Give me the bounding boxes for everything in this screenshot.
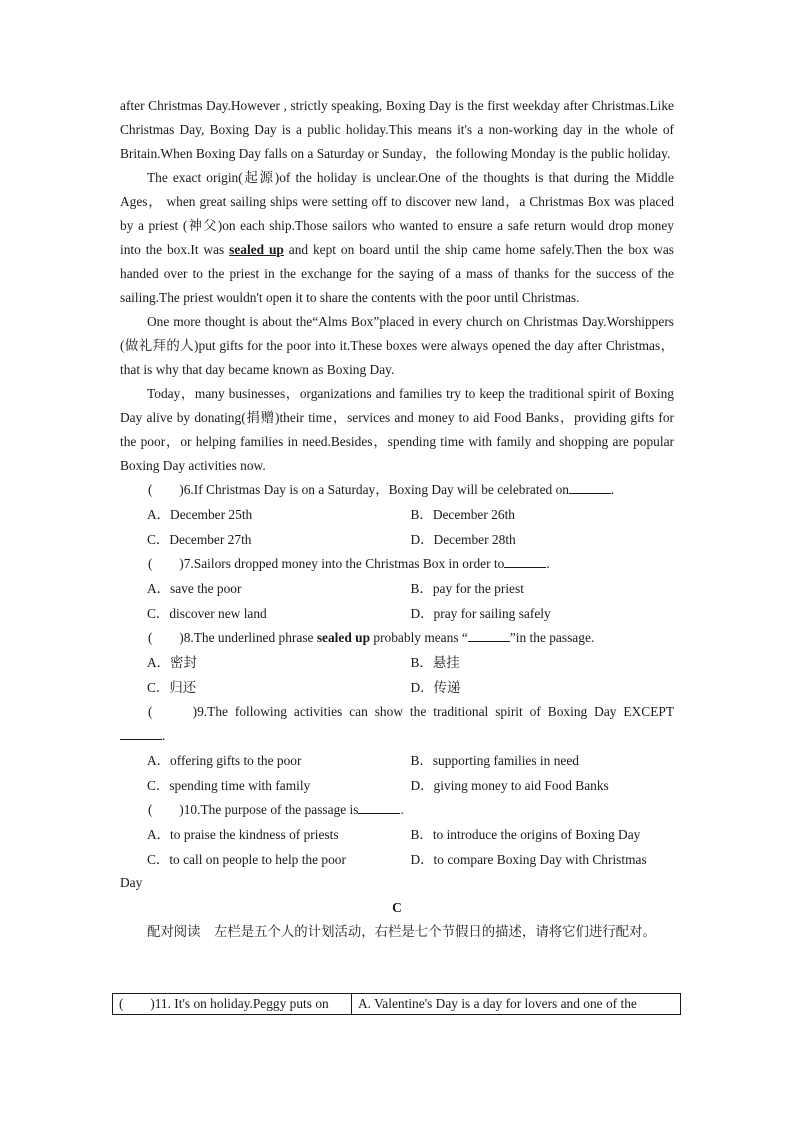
answer-blank[interactable] — [120, 724, 162, 740]
answer-blank[interactable] — [358, 798, 400, 814]
question-10 — [120, 798, 674, 822]
options-row — [120, 527, 674, 552]
section-title: C — [392, 900, 402, 915]
passage-paragraph-3: One more thought is about the“Alms Box”placed in every church on Christmas Day.Worshippers (做礼拜的人)put gifts for the poor into it.These boxes were always opened the day after Christmas，that is why that day became known as Boxing Day. — [120, 314, 674, 377]
question-stem: 8.The underlined phrase sealed up probably means “ ”in the passage. — [184, 626, 595, 650]
option-a[interactable]: A．to praise the kindness of priests — [147, 827, 339, 842]
paragraph-2-text-cont: and kept on board until the ship came home safely.Then the box was handed over to the priest in the exchange for the saying of a mass of thanks for the success of the sailing.The priest wouldn't open it to share the contents with the poor until Christmas. — [120, 242, 674, 305]
question-8 — [120, 626, 674, 650]
question-stem: 9.The following activities can show the traditional spirit of Boxing Day EXCEPT — [197, 704, 674, 719]
options-row — [120, 601, 674, 626]
option-a[interactable]: A．December 25th — [147, 507, 253, 522]
options-row — [120, 502, 674, 527]
question-9 — [120, 700, 674, 748]
table-row — [113, 994, 681, 1015]
options-row — [120, 675, 674, 700]
answer-paren[interactable]: ( ) — [148, 630, 184, 645]
option-b[interactable]: B．悬挂 — [410, 655, 460, 670]
options-row — [120, 847, 674, 872]
section-instructions: 配对阅读 左栏是五个人的计划活动，右栏是七个节假日的描述，请将它们进行配对。 — [147, 924, 656, 939]
option-c[interactable]: C．discover new land — [147, 606, 267, 621]
question-6 — [120, 478, 674, 502]
answer-paren[interactable]: ( ) — [148, 556, 184, 571]
answer-paren[interactable]: ( ) — [148, 802, 184, 817]
options-row — [120, 748, 674, 773]
options-row — [120, 650, 674, 675]
option-c[interactable]: C．to call on people to help the poor — [147, 852, 346, 867]
option-c[interactable]: C．December 27th — [147, 532, 252, 547]
passage-paragraph-1: after Christmas Day.However , strictly speaking, Boxing Day is the first weekday after Christmas.Like Christmas Day, Boxing Day is a public holiday.This means it's a non-working day in the whole of Britain.When Boxing Day falls on a Saturday or Sunday，the following Monday is the public holiday. — [120, 98, 674, 161]
option-b[interactable]: B．to introduce the origins of Boxing Day — [410, 827, 641, 842]
underlined-phrase: sealed up — [229, 242, 284, 257]
option-d-wrap: Day — [120, 875, 143, 890]
answer-paren[interactable]: ( ) — [148, 482, 184, 497]
options-row — [120, 773, 674, 798]
option-c[interactable]: C．归还 — [147, 680, 197, 695]
paragraph-2-text: The exact origin(起源)of the holiday is unclear.One of the thoughts is that during the Middle Ages， when great sailing ships were setting off to discover new land，a Christmas Box was placed by a priest (神父)on each ship.Those sailors who wanted to ensure a safe return would drop money into the box.It was — [120, 170, 674, 257]
answer-blank[interactable] — [468, 626, 510, 642]
option-b[interactable]: B．December 26th — [410, 507, 515, 522]
option-b[interactable]: B．pay for the priest — [410, 581, 524, 596]
question-7 — [120, 552, 674, 576]
option-a[interactable]: A．save the poor — [147, 581, 242, 596]
option-d[interactable]: D．to compare Boxing Day with Christmas — [410, 852, 647, 867]
page — [120, 94, 674, 944]
question-stem: 10.The purpose of the passage is . — [184, 798, 404, 822]
option-b[interactable]: B．supporting families in need — [410, 753, 579, 768]
option-a[interactable]: A．密封 — [147, 655, 197, 670]
matching-table — [112, 993, 681, 1015]
left-cell: ( )11. It's on holiday.Peggy puts on — [113, 994, 352, 1015]
question-end: . — [162, 728, 166, 743]
option-a[interactable]: A．offering gifts to the poor — [147, 753, 302, 768]
question-stem: 6.If Christmas Day is on a Saturday，Boxing Day will be celebrated on . — [184, 478, 615, 502]
option-d[interactable]: D．pray for sailing safely — [410, 606, 551, 621]
option-d[interactable]: D．传递 — [410, 680, 461, 695]
option-d[interactable]: D．December 28th — [410, 532, 516, 547]
option-d[interactable]: D．giving money to aid Food Banks — [410, 778, 609, 793]
answer-blank[interactable] — [569, 478, 611, 494]
question-stem: 7.Sailors dropped money into the Christmas Box in order to . — [184, 552, 550, 576]
answer-blank[interactable] — [504, 552, 546, 568]
option-c[interactable]: C．spending time with family — [147, 778, 311, 793]
options-row — [120, 576, 674, 601]
options-row — [120, 822, 674, 847]
passage-paragraph-4: Today，many businesses，organizations and families try to keep the traditional spirit of Boxing Day alive by donating(捐赠)their time，services and money to aid Food Banks，providing gifts for the poor，or helping families in need.Besides，spending time with family and shopping are popular Boxing Day activities now. — [120, 386, 674, 473]
passage-paragraph-2 — [120, 166, 674, 310]
answer-paren[interactable]: ( ) — [148, 704, 198, 719]
right-cell: A. Valentine's Day is a day for lovers and one of the — [352, 994, 681, 1015]
